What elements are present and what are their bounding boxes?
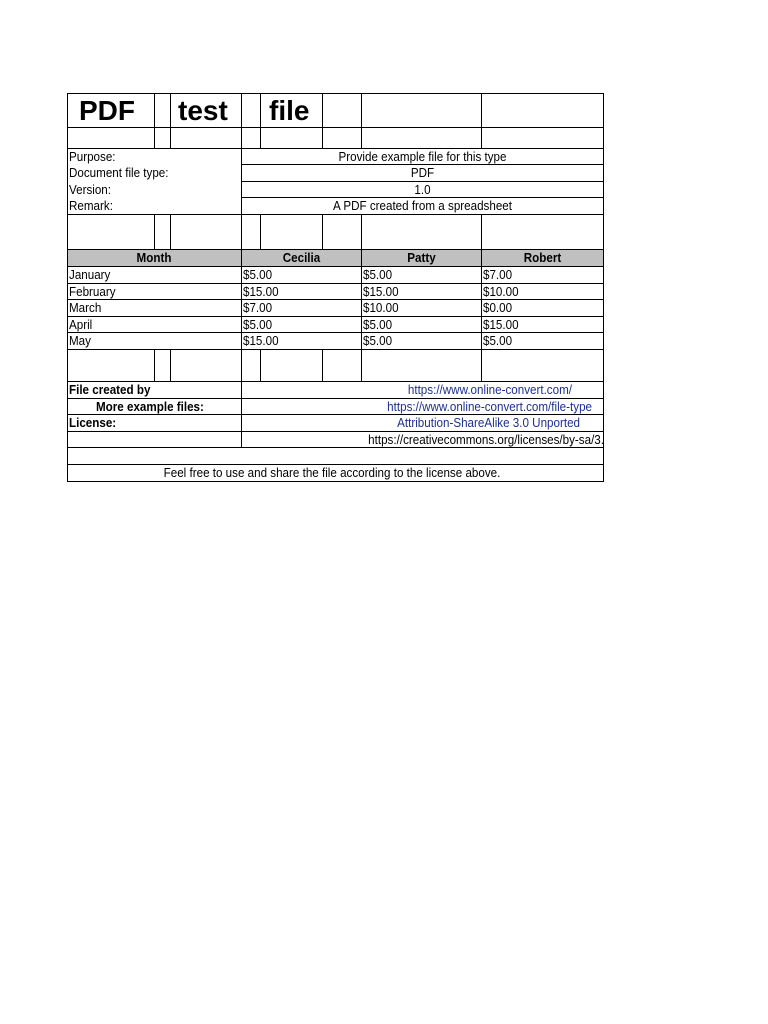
doctype-value: PDF [410, 166, 435, 180]
grid-line [241, 148, 242, 215]
month-cell: May [69, 334, 91, 348]
purpose-label: Purpose: [69, 150, 116, 164]
robert-cell: $0.00 [483, 301, 513, 315]
robert-cell: $5.00 [483, 334, 513, 348]
grid-line [322, 214, 323, 250]
month-cell: January [69, 268, 111, 282]
grid-line [67, 214, 604, 215]
grid-line [603, 93, 604, 482]
grid-line [241, 249, 242, 350]
robert-cell: $7.00 [483, 268, 513, 282]
remark-value: A PDF created from a spreadsheet [333, 199, 512, 213]
grid-line [260, 214, 261, 250]
spreadsheet [67, 93, 604, 482]
license-url: https://creativecommons.org/licenses/by-sa/3. [368, 433, 604, 447]
grid-line [361, 93, 362, 149]
cecilia-cell: $5.00 [243, 318, 273, 332]
grid-line [154, 93, 155, 149]
grid-line [322, 349, 323, 382]
grid-line [481, 349, 482, 382]
license-label: License: [69, 416, 117, 430]
grid-line [170, 214, 171, 250]
title-word-file: file [269, 95, 310, 126]
title-word-test: test [178, 95, 228, 126]
title-word-pdf: PDF [79, 95, 135, 126]
grid-line [67, 332, 604, 333]
month-cell: February [69, 285, 116, 299]
grid-line [322, 93, 323, 149]
grid-line [361, 249, 362, 350]
grid-line [361, 214, 362, 250]
header-robert: Robert [523, 251, 562, 265]
grid-line [170, 93, 171, 149]
grid-line [241, 93, 242, 149]
cecilia-cell: $5.00 [243, 268, 273, 282]
doctype-label: Document file type: [69, 166, 169, 180]
cecilia-cell: $15.00 [243, 334, 279, 348]
footer-note: Feel free to use and share the file according to the license above. [163, 466, 501, 480]
remark-label: Remark: [69, 199, 113, 213]
grid-line [170, 349, 171, 382]
header-month: Month [136, 251, 172, 265]
cecilia-cell: $7.00 [243, 301, 273, 315]
more-files-link[interactable]: https://www.online-convert.com/file-type [387, 400, 592, 414]
grid-line [260, 93, 261, 149]
grid-line [67, 316, 604, 317]
version-label: Version: [69, 183, 112, 197]
header-cecilia: Cecilia [282, 251, 321, 265]
grid-line [260, 349, 261, 382]
grid-line [154, 349, 155, 382]
grid-line [67, 481, 604, 482]
grid-line [241, 381, 242, 448]
more-files-label: More example files: [96, 400, 204, 414]
version-value: 1.0 [414, 183, 431, 197]
grid-line [481, 93, 482, 149]
grid-line [67, 349, 604, 350]
cecilia-cell: $15.00 [243, 285, 279, 299]
patty-cell: $5.00 [363, 318, 393, 332]
grid-line [67, 93, 68, 482]
header-patty: Patty [407, 251, 436, 265]
grid-line [481, 249, 482, 350]
patty-cell: $10.00 [363, 301, 399, 315]
robert-cell: $10.00 [483, 285, 519, 299]
grid-line [241, 214, 242, 250]
purpose-value: Provide example file for this type [338, 150, 507, 164]
license-name-link[interactable]: Attribution-ShareAlike 3.0 Unported [397, 416, 580, 430]
grid-line [481, 214, 482, 250]
grid-line [241, 349, 242, 382]
month-cell: March [69, 301, 102, 315]
patty-cell: $5.00 [363, 334, 393, 348]
grid-line [67, 93, 604, 94]
created-by-link[interactable]: https://www.online-convert.com/ [407, 383, 572, 397]
patty-cell: $5.00 [363, 268, 393, 282]
grid-line [67, 127, 604, 128]
robert-cell: $15.00 [483, 318, 519, 332]
grid-line [361, 349, 362, 382]
grid-line [67, 266, 604, 267]
patty-cell: $15.00 [363, 285, 399, 299]
grid-line [67, 299, 604, 300]
created-by-label: File created by [69, 383, 151, 397]
month-cell: April [69, 318, 93, 332]
grid-line [154, 214, 155, 250]
grid-line [67, 283, 604, 284]
